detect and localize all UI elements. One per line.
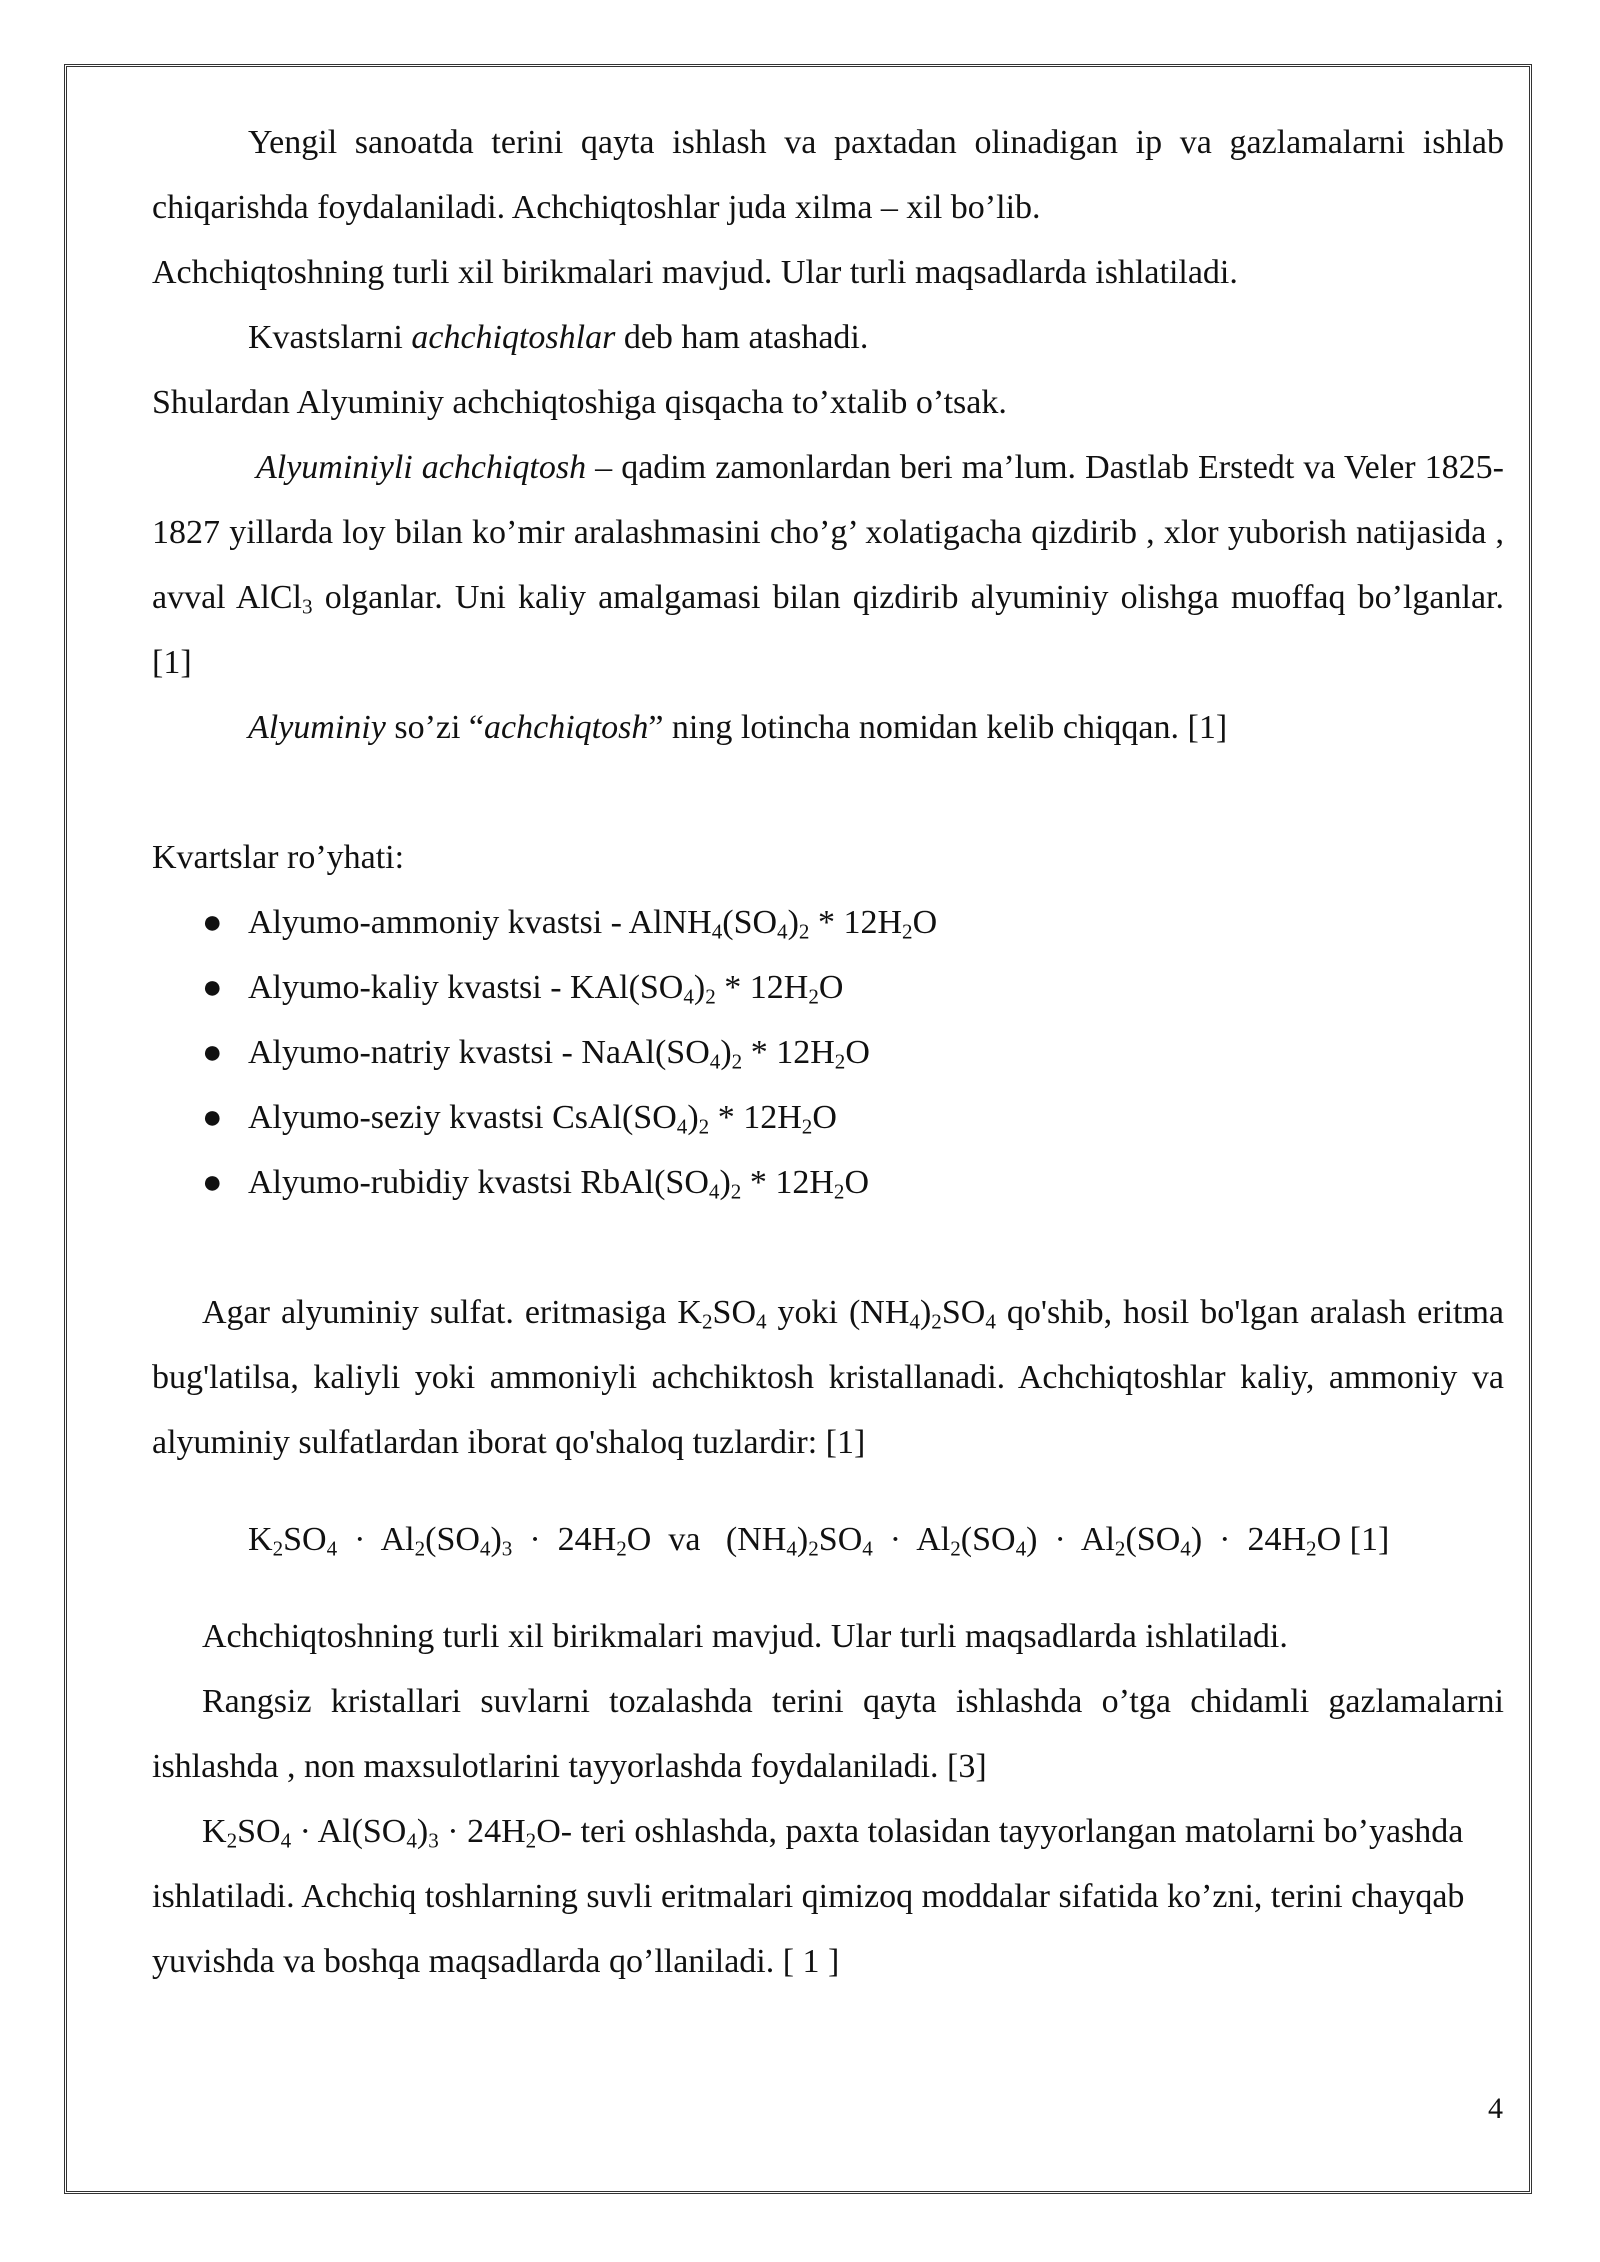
spacer [152,760,1504,825]
italic-term: achchiqtosh [484,709,649,746]
italic-term: Alyuminiyli achchiqtosh [256,449,587,486]
list-item: ● Alyumo-ammoniy kvastsi - $AlNH_4(SO_4)_2 * 12H_2O$ [152,890,1504,955]
compound-list [152,890,1504,1215]
paragraph-3: Kvastslarni achchiqtoshlar deb ham atashadi. [248,319,869,356]
list-item: ● Alyumo-natriy kvastsi - $NaAl(SO_4)_2 * 12H_2O$ [152,1020,1504,1085]
document-body [152,110,1504,1994]
spacer [152,1215,1504,1280]
chemical-formula: $K_2SO_4 \cdot Al_2(SO_4)_3 \cdot 24H_2O$ va $(NH_4)_2SO_4 \cdot Al_2(SO_4) \cdot Al_2(SO_4) \cdot 24H_2O$ [1] [248,1521,1390,1561]
paragraph-10: $K_2SO_4 \cdot Al(SO_4)_3 \cdot 24H_2O-$ teri oshlashda, paxta tolasidan tayyorlangan matolarni bo’yashda ishlatiladi. Achchiq toshlarning suvli eritmalari qimizoq moddalar sifatida ko’zni, terini chayqab yuvishda va boshqa maqsadlarda qo’llaniladi. [ 1 ] [152,1813,1465,1980]
list-item: ● Alyumo-kaliy kvastsi - $KAl(SO_4)_2 * 12H_2O$ [152,955,1504,1020]
paragraph-7: Agar alyuminiy sulfat. eritmasiga $K_2SO_4$ yoki $(NH_4)_2SO_4$ qo'shib, hosil bo'lgan aralash eritma bug'latilsa, kaliyli yoki ammoniyli achchiktosh kristallanadi. Achchiqtoshlar kaliy, ammoniy va alyuminiy sulfatlardan iborat qo'shaloq tuzlardir: [1] [152,1294,1504,1461]
bullet-icon: ● [202,1034,223,1071]
bullet-icon: ● [202,1099,223,1136]
spacer [152,1572,1504,1604]
paragraph-8: Achchiqtoshning turli xil birikmalari mavjud. Ular turli maqsadlarda ishlatiladi. [202,1618,1288,1655]
list-item: ● Alyumo-seziy kvastsi $CsAl(SO_4)_2 * 12H_2O$ [152,1085,1504,1150]
bullet-icon: ● [202,1164,223,1201]
page-number: 4 [1488,2092,1503,2125]
bullet-icon: ● [202,969,223,1006]
bullet-icon: ● [202,904,223,941]
spacer [152,1475,1504,1507]
paragraph-2: Achchiqtoshning turli xil birikmalari mavjud. Ular turli maqsadlarda ishlatiladi. [152,254,1238,291]
paragraph-9: Rangsiz kristallari suvlarni tozalashda terini qayta ishlashda o’tga chidamli gazlamalarni ishlashda , non maxsulotlarini tayyorlashda foydalaniladi. [3] [152,1683,1504,1785]
paragraph-6: Alyuminiy so’zi “achchiqtosh” ning lotincha nomidan kelib chiqqan. [1] [248,709,1228,746]
paragraph-4: Shulardan Alyuminiy achchiqtoshiga qisqacha to’xtalib o’tsak. [152,384,1007,421]
paragraph-1: Yengil sanoatda terini qayta ishlash va paxtadan olinadigan ip va gazlamalarni ishlab chiqarishda foydalaniladi. Achchiqtoshlar juda xilma – xil bo’lib. [152,124,1504,226]
list-item: ● Alyumo-rubidiy kvastsi $RbAl(SO_4)_2 * 12H_2O$ [152,1150,1504,1215]
list-title: Kvartslar ro’yhati: [152,839,405,876]
paragraph-5: Alyuminiyli achchiqtosh – qadim zamonlardan beri ma’lum. Dastlab Erstedt va Veler 1825-1827 yillarda loy bilan ko’mir aralashmasini cho’g’ xolatigacha qizdirib , xlor yuborish natijasida , avval AlCl$_3$ olganlar. Uni kaliy amalgamasi bilan qizdirib alyuminiy olishga muoffaq bo’lganlar. [1] [152,449,1504,681]
italic-term: Alyuminiy [248,709,386,746]
italic-term: achchiqtoshlar [411,319,616,356]
